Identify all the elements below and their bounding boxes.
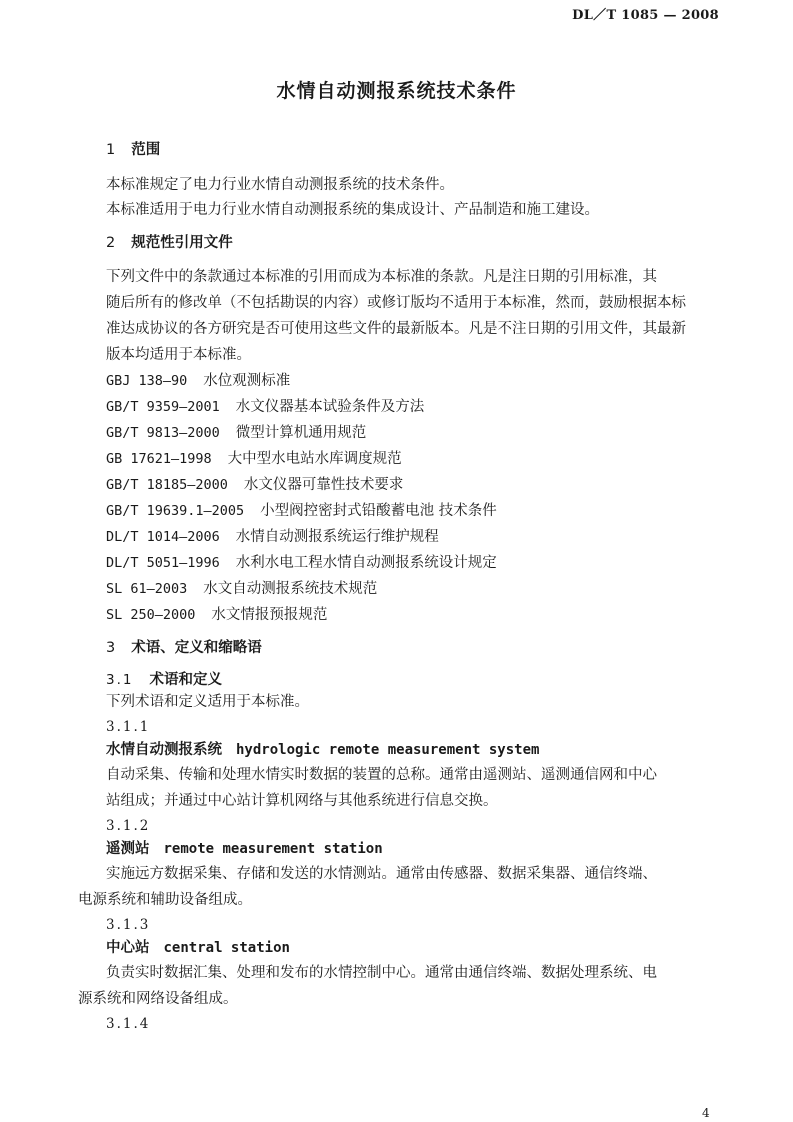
- term-entry: [106, 839, 383, 859]
- term-english: hydrologic remote measurement system: [236, 742, 540, 758]
- reference-item: [106, 579, 377, 599]
- reference-item: [106, 605, 327, 625]
- paragraph-line: 本标准规定了电力行业水情自动测报系统的技术条件。: [106, 177, 454, 193]
- reference-item: [106, 527, 439, 547]
- reference-code: GB/T 18185—2000: [106, 477, 228, 493]
- document-title: 水情自动测报系统技术条件: [276, 80, 517, 102]
- subsection-heading: [106, 670, 222, 690]
- paragraph-line: 下列术语和定义适用于本标准。: [106, 694, 309, 710]
- term-chinese: 水情自动测报系统: [106, 742, 222, 758]
- term-chinese: 中心站: [106, 940, 150, 956]
- reference-title: 水文情报预报规范: [211, 607, 328, 623]
- section-2-heading: [106, 233, 233, 253]
- section-1-heading: [106, 140, 160, 160]
- reference-item: [106, 501, 497, 521]
- paragraph-line: 源系统和网络设备组成。: [78, 991, 238, 1007]
- paragraph-line: 负责实时数据汇集、处理和发布的水情控制中心。通常由通信终端、数据处理系统、电: [106, 965, 657, 981]
- standard-code-header: DL／T 1085 — 2008: [572, 8, 719, 23]
- reference-item: [106, 423, 366, 443]
- subsection-number: 3.1: [106, 672, 134, 688]
- reference-title: 水文自动测报系统技术规范: [203, 581, 378, 597]
- paragraph-line: 版本均适用于本标准。: [106, 347, 251, 363]
- term-entry: [106, 740, 539, 760]
- reference-title: 水文仪器可靠性技术要求: [243, 477, 404, 493]
- reference-title: 水利水电工程水情自动测报系统设计规定: [235, 555, 497, 571]
- clause-number: 3.1.3: [106, 917, 151, 933]
- reference-item: [106, 371, 290, 391]
- reference-title: 大中型水电站水库调度规范: [227, 451, 402, 467]
- section-title: 规范性引用文件: [131, 235, 233, 251]
- reference-item: [106, 449, 402, 469]
- clause-number: 3.1.2: [106, 818, 151, 834]
- section-title: 术语、定义和缩略语: [131, 640, 262, 656]
- section-title: 范围: [131, 142, 161, 158]
- reference-code: GB 17621—1998: [106, 451, 212, 467]
- section-number: 2: [106, 235, 116, 251]
- paragraph-line: 准达成协议的各方研究是否可使用这些文件的最新版本。凡是不注日期的引用文件，其最新: [106, 321, 686, 337]
- reference-item: [106, 475, 403, 495]
- reference-item: [106, 553, 497, 573]
- reference-title: 小型阀控密封式铅酸蓄电池 技术条件: [260, 503, 497, 519]
- reference-code: DL/T 1014—2006: [106, 529, 220, 545]
- section-number: 1: [106, 142, 116, 158]
- reference-title: 水文仪器基本试验条件及方法: [235, 399, 425, 415]
- section-number: 3: [106, 640, 116, 656]
- reference-item: [106, 397, 424, 417]
- reference-code: GB/T 9359—2001: [106, 399, 220, 415]
- section-3-heading: [106, 638, 262, 658]
- reference-title: 水位观测标准: [203, 373, 291, 389]
- subsection-title: 术语和定义: [149, 672, 222, 688]
- paragraph-line: 本标准适用于电力行业水情自动测报系统的集成设计、产品制造和施工建设。: [106, 202, 599, 218]
- paragraph-line: 实施远方数据采集、存储和发送的水情测站。通常由传感器、数据采集器、通信终端、: [106, 866, 657, 882]
- reference-code: SL 250—2000: [106, 607, 196, 623]
- reference-code: GB/T 19639.1—2005: [106, 503, 245, 519]
- paragraph-line: 站组成；并通过中心站计算机网络与其他系统进行信息交换。: [106, 793, 498, 809]
- clause-number: 3.1.4: [106, 1016, 151, 1032]
- reference-code: SL 61—2003: [106, 581, 188, 597]
- clause-number: 3.1.1: [106, 719, 151, 735]
- paragraph-line: 随后所有的修改单（不包括勘误的内容）或修订版均不适用于本标准，然而，鼓励根据本标: [106, 295, 686, 311]
- reference-code: DL/T 5051—1996: [106, 555, 220, 571]
- term-chinese: 遥测站: [106, 841, 150, 857]
- reference-code: GBJ 138—90: [106, 373, 188, 389]
- term-entry: [106, 938, 290, 958]
- term-english: remote measurement station: [163, 841, 383, 857]
- term-english: central station: [163, 940, 290, 956]
- reference-title: 水情自动测报系统运行维护规程: [235, 529, 439, 545]
- paragraph-line: 下列文件中的条款通过本标准的引用而成为本标准的条款。凡是注日期的引用标准，其: [106, 269, 657, 285]
- paragraph-line: 自动采集、传输和处理水情实时数据的装置的总称。通常由遥测站、遥测通信网和中心: [106, 767, 657, 783]
- paragraph-line: 电源系统和辅助设备组成。: [78, 892, 252, 908]
- page-number: 4: [702, 1106, 710, 1120]
- reference-code: GB/T 9813—2000: [106, 425, 220, 441]
- reference-title: 微型计算机通用规范: [235, 425, 367, 441]
